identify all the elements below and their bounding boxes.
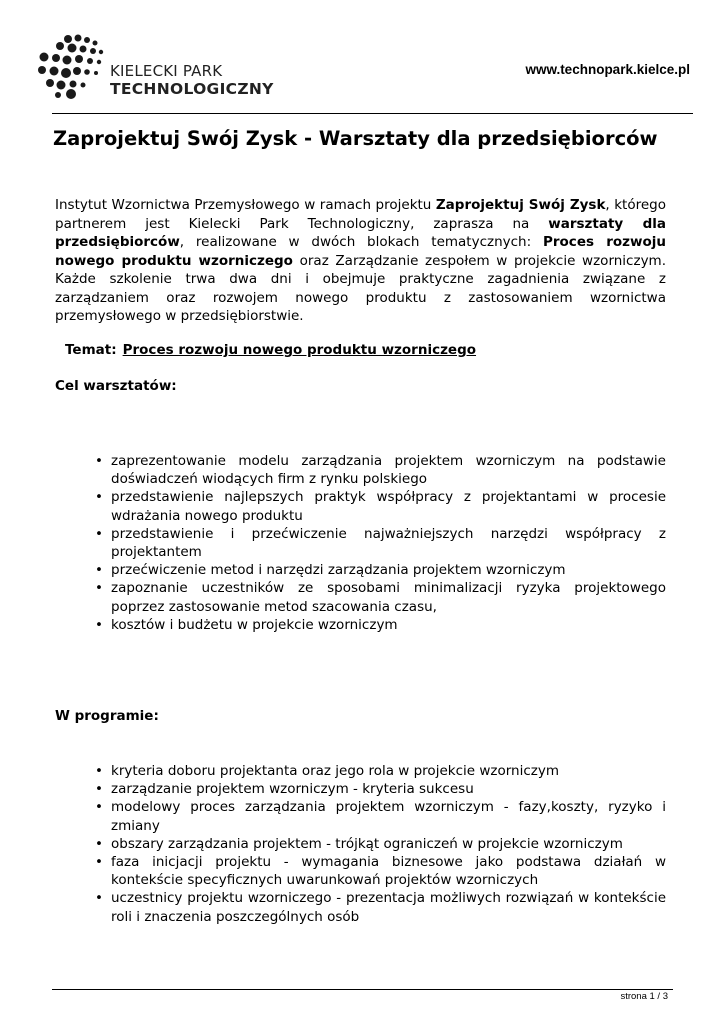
intro-bold-topic: Proces rozwoju nowego produktu wzorniczego xyxy=(55,234,666,269)
footer-divider xyxy=(52,989,673,990)
list-item: • uczestnicy projektu wzorniczego - prezentacja możliwych rozwiązań w kontekście roli i znaczenia poszczególnych osób xyxy=(94,889,666,925)
site-url[interactable]: www.technopark.kielce.pl xyxy=(525,62,690,77)
logo-line-1: KIELECKI PARK xyxy=(110,62,223,80)
intro-text-1: Instytut Wzornictwa Przemysłowego w ramach projektu xyxy=(55,197,436,213)
page-title: Zaprojektuj Swój Zysk - Warsztaty dla przedsiębiorców xyxy=(53,127,658,150)
goals-list xyxy=(94,452,666,634)
list-item: • kryteria doboru projektanta oraz jego rola w projekcie wzorniczym xyxy=(94,762,666,780)
company-logo xyxy=(32,30,274,100)
list-item: • zapoznanie uczestników ze sposobami minimalizacji ryzyka projektowego poprzez zastosowanie metod szacowania czasu, xyxy=(94,579,666,615)
list-item: • przedstawienie i przećwiczenie najważniejszych narzędzi współpracy z projektantem xyxy=(94,525,666,561)
intro-bold-project: Zaprojektuj Swój Zysk xyxy=(435,197,606,213)
list-item: • kosztów i budżetu w projekcie wzorniczym xyxy=(94,616,666,634)
topic-line xyxy=(65,342,476,358)
intro-text-3: , realizowane w dwóch blokach tematycznych: xyxy=(179,234,543,250)
logo-dots-icon xyxy=(32,30,112,100)
list-item: • przedstawienie najlepszych praktyk współpracy z projektantami w procesie wdrażania nowego produktu xyxy=(94,488,666,524)
logo-line-2: TECHNOLOGICZNY xyxy=(110,80,274,98)
list-item: • zarządzanie projektem wzorniczym - kryteria sukcesu xyxy=(94,780,666,798)
goals-heading: Cel warsztatów: xyxy=(55,378,177,394)
topic-value: Proces rozwoju nowego produktu wzorniczego xyxy=(122,342,477,358)
list-item: • obszary zarządzania projektem - trójkąt ograniczeń w projekcie wzorniczym xyxy=(94,835,666,853)
list-item: • faza inicjacji projektu - wymagania biznesowe jako podstawa działań w kontekście specyficznych uwarunkowań projektów wzorniczych xyxy=(94,853,666,889)
list-item: • zaprezentowanie modelu zarządzania projektem wzorniczym na podstawie doświadczeń wiodących firm z rynku polskiego xyxy=(94,452,666,488)
intro-bold-workshops: warsztaty dla przedsiębiorców xyxy=(55,215,666,250)
intro-paragraph xyxy=(55,196,666,326)
page-number: strona 1 / 3 xyxy=(620,991,668,1002)
intro-text-4: oraz Zarządzanie zespołem w projekcie wzorniczym. Każde szkolenie trwa dwa dni i obejmuje praktyczne zagadnienia związane z zarządzaniem oraz rozwojem nowego produktu z zastosowaniem wzornictwa przemysłowego w przedsiębiorstwie. xyxy=(55,252,667,324)
topic-label: Temat: xyxy=(65,342,117,358)
logo-wordmark xyxy=(110,62,274,98)
list-item: • przećwiczenie metod i narzędzi zarządzania projektem wzorniczym xyxy=(94,561,666,579)
header-divider xyxy=(52,113,693,114)
program-heading: W programie: xyxy=(55,708,159,724)
program-list xyxy=(94,762,666,926)
list-item: • modelowy proces zarządzania projektem wzorniczym - fazy,koszty, ryzyko i zmiany xyxy=(94,798,666,834)
intro-text-2: , którego partnerem jest Kielecki Park Technologiczny, zaprasza na xyxy=(55,197,667,232)
